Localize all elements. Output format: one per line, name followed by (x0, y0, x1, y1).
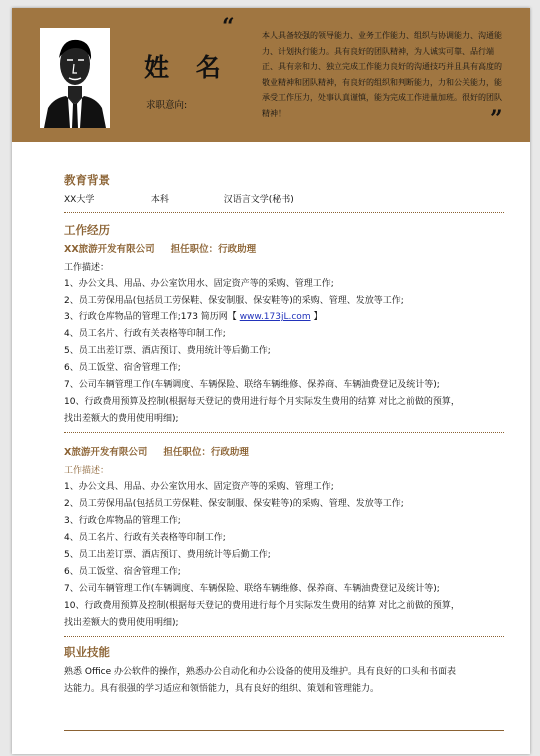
skills-text-line: 熟悉 Office 办公软件的操作，熟悉办公自动化和办公设备的使用及维护。具有良好的口头和书面表 (64, 667, 456, 677)
job-2-position: 担任职位：行政助理 (163, 447, 249, 458)
website-link[interactable]: www.173jL.com (239, 312, 311, 322)
education-title: 教育背景 (64, 173, 110, 187)
quote-close-mark: ” (490, 106, 503, 132)
job-2-company: X旅游开发有限公司 (64, 447, 148, 458)
education-degree: 本科 (150, 195, 169, 205)
education-row (64, 192, 294, 205)
job-1-desc-label: 工作描述： (64, 263, 110, 273)
resume-page (12, 8, 530, 754)
education-major: 汉语言文学(秘书) (223, 195, 294, 205)
job-1-item: 5、员工出差订票、酒店预订、费用统计等后勤工作; (64, 346, 271, 356)
job-2-item: 4、员工名片、行政有关表格等印制工作; (64, 533, 226, 543)
self-summary: 本人具备较强的领导能力、业务工作能力、组织与协调能力、沟通能力、计划执行能力。具有良好的团队精神，为人诚实可靠、品行端正、具有亲和力、独立完成工作能力良好的沟通技巧并且具有高度的敬业精神和团队精神，有良好的组织和判断能力，力和公关能力，能承受工作压力，处事认真谨慎，能为完成工作进量加班。很好的团队精神！ (262, 31, 502, 118)
job-2-desc-label: 工作描述： (64, 466, 110, 476)
job-1-item: 4、员工名片、行政有关表格等印制工作; (64, 329, 226, 339)
job-1-company: XX旅游开发有限公司 (64, 244, 155, 255)
job-2-item: 3、行政仓库物品的管理工作; (64, 516, 181, 526)
job-1-item: 10、行政费用预算及控制(根据每天登记的费用进行每个月实际发生费用的结算 对比之前做的预算， (64, 397, 460, 407)
job-1-item-with-link (64, 309, 322, 322)
job-2-item: 7、公司车辆管理工作(车辆调度、车辆保险、联络车辆维修、保养商、车辆油费登记及统计等); (64, 584, 440, 594)
job-1-header (64, 241, 256, 255)
job-1-item: 6、员工饭堂、宿舍管理工作; (64, 363, 181, 373)
job-2-header (64, 444, 249, 458)
job-1-item: 7、公司车辆管理工作(车辆调度、车辆保险、联络车辆维修、保养商、车辆油费登记及统计等); (64, 380, 440, 390)
candidate-name: 姓 名 (144, 53, 230, 82)
job-1-item: 2、员工劳保用品(包括员工劳保鞋、保安制服、保安鞋等)的采购、管理、发放等工作; (64, 296, 404, 306)
job-2-item: 2、员工劳保用品(包括员工劳保鞋、保安制服、保安鞋等)的采购、管理、发放等工作; (64, 499, 404, 509)
education-school: XX大学 (64, 195, 95, 205)
job-2-item: 10、行政费用预算及控制(根据每天登记的费用进行每个月实际发生费用的结算 对比之前做的预算， (64, 601, 460, 611)
resume-header (12, 8, 530, 142)
skills-text-line: 达能力。具有很强的学习适应和领悟能力，具有良好的组织、策划和管理能力。 (64, 684, 380, 694)
section-divider (64, 212, 504, 213)
job-2-item: 5、员工出差订票、酒店预订、费用统计等后勤工作; (64, 550, 271, 560)
work-title: 工作经历 (64, 223, 110, 237)
section-divider (64, 636, 504, 637)
job-1-item: 3、行政仓库物品的管理工作;173 简历网【 (64, 312, 237, 322)
link-close-bracket: 】 (313, 312, 323, 322)
section-divider (64, 432, 504, 433)
job-intent-label: 求职意向: (146, 100, 188, 111)
job-2-item: 1、办公文具、用品、办公室饮用水、固定资产等的采购、管理工作; (64, 482, 334, 492)
skills-title: 职业技能 (64, 645, 110, 659)
job-2-item: 6、员工饭堂、宿舍管理工作; (64, 567, 181, 577)
profile-photo (40, 28, 110, 128)
footer-divider (64, 730, 504, 731)
job-2-item: 找出差额大的费用使用明细); (64, 618, 179, 628)
quote-open-mark: “ (222, 14, 235, 40)
job-1-item: 找出差额大的费用使用明细); (64, 414, 179, 424)
job-1-item: 1、办公文具、用品、办公室饮用水、固定资产等的采购、管理工作; (64, 279, 334, 289)
job-1-position: 担任职位：行政助理 (170, 244, 257, 255)
